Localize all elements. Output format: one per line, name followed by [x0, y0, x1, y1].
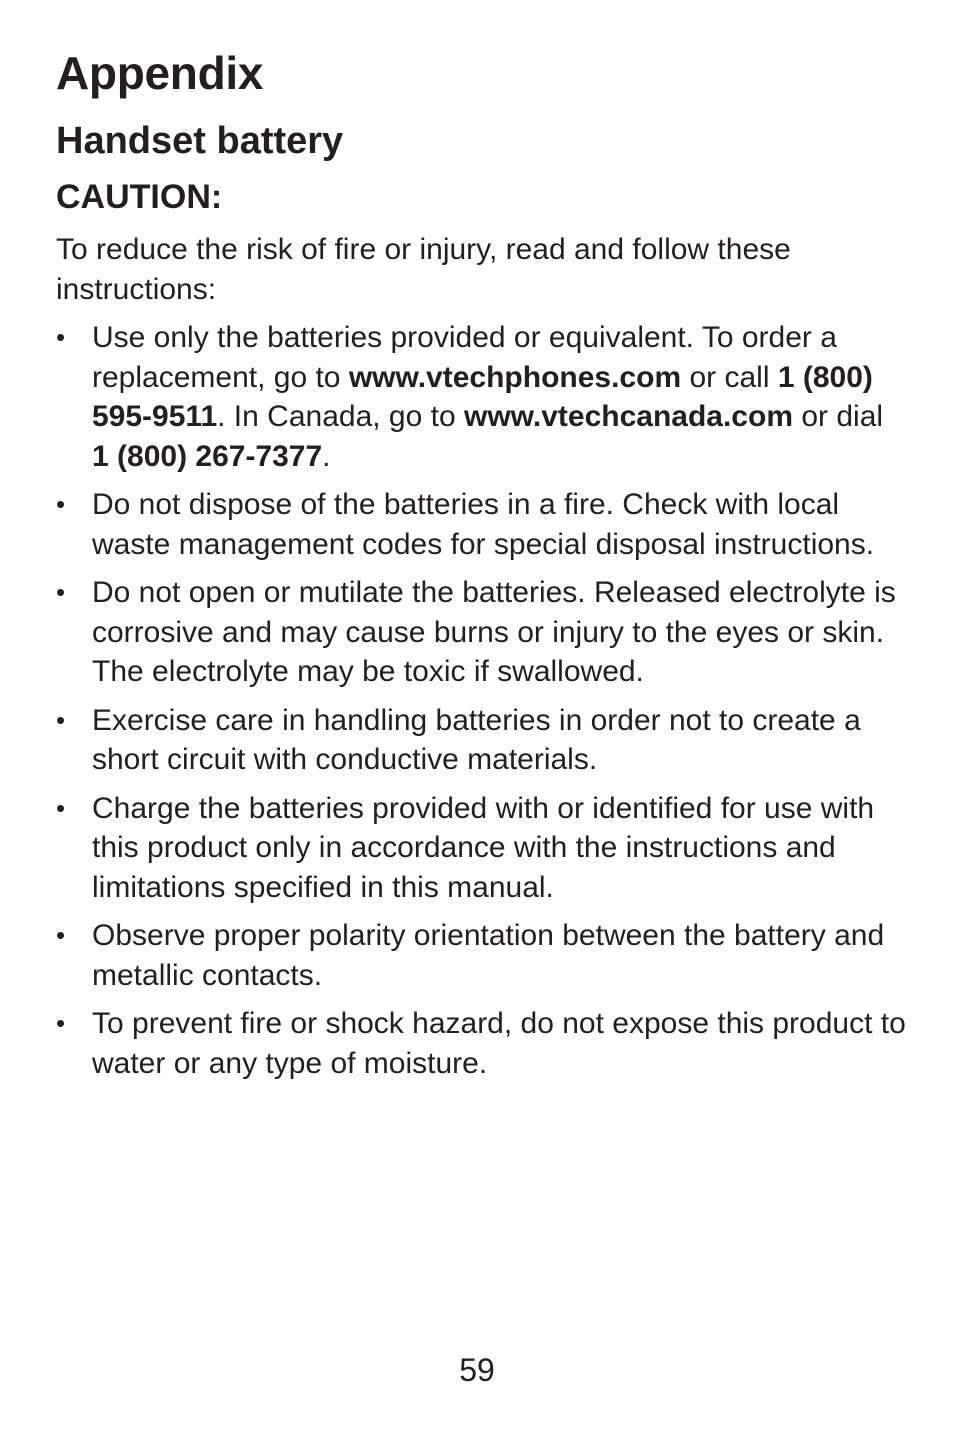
bullet-text: Observe proper polarity orientation between the battery and metallic contacts.	[92, 919, 885, 992]
bullet-item	[56, 916, 906, 995]
bullet-emphasis: 1 (800) 595-9511	[92, 360, 873, 433]
bullet-item	[56, 789, 906, 908]
bullet-text: Do not open or mutilate the batteries. Released electrolyte is corrosive and may cause burns or injury to the eyes or skin. The electrolyte may be toxic if swallowed.	[92, 576, 896, 688]
bullet-text: Do not dispose of the batteries in a fire. Check with local waste management codes for special disposal instructions.	[92, 488, 875, 561]
bullet-dot-icon: •	[56, 920, 66, 950]
bullet-item	[56, 485, 906, 564]
bullet-text: To prevent fire or shock hazard, do not expose this product to water or any type of moisture.	[92, 1007, 906, 1080]
bullet-dot-icon: •	[56, 704, 66, 735]
page-number: 59	[459, 1352, 495, 1388]
bullet-text: Charge the batteries provided with or identified for use with this product only in accordance with the instructions and limitations specified in this manual.	[92, 791, 875, 904]
bullet-emphasis: www.vtechcanada.com	[463, 400, 793, 433]
bullet-dot-icon: •	[56, 577, 66, 607]
bullet-emphasis: 1 (800) 267-7377	[92, 439, 323, 473]
section-heading: Handset battery	[56, 120, 344, 162]
bullet-dot-icon: •	[56, 792, 66, 823]
bullet-item	[56, 318, 906, 476]
bullet-dot-icon: •	[56, 322, 66, 352]
bullet-dot-icon: •	[56, 489, 66, 519]
intro-paragraph: To reduce the risk of fire or injury, read and follow these instructions:	[56, 233, 791, 306]
bullet-item	[56, 1004, 906, 1083]
bullet-text: . In Canada, go to	[217, 400, 464, 433]
bullet-text: Use only the batteries provided or equivalent. To order a replacement, go to	[92, 321, 837, 394]
bullet-text: or dial	[793, 400, 884, 433]
caution-bullet-list	[56, 318, 906, 1092]
bullet-emphasis: www.vtechphones.com	[348, 360, 682, 394]
bullet-text: or call	[681, 360, 778, 394]
caution-label: CAUTION:	[56, 178, 223, 216]
bullet-text: .	[322, 439, 331, 473]
bullet-item	[56, 701, 906, 780]
page-title: Appendix	[56, 47, 264, 99]
bullet-item	[56, 573, 906, 692]
bullet-text: Exercise care in handling batteries in order not to create a short circuit with conductive materials.	[92, 703, 861, 776]
bullet-dot-icon: •	[56, 1008, 66, 1038]
